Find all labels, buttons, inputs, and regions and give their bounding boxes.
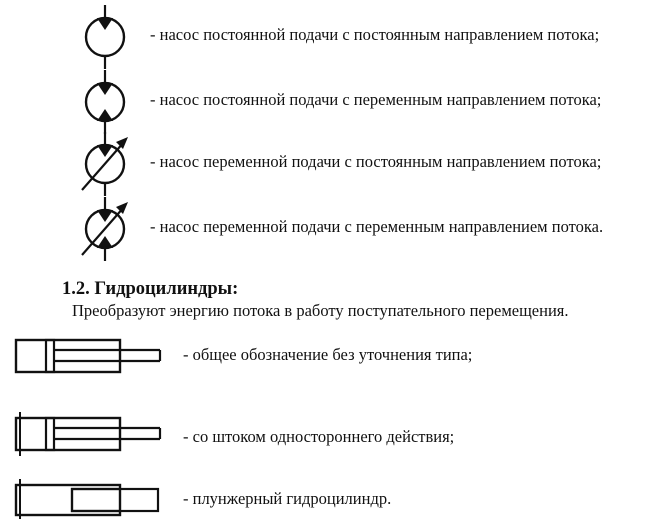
plunger-cylinder-icon: [14, 479, 164, 519]
cylinder-label: - со штоком одностороннего действия;: [183, 427, 455, 446]
section-title: 1.2. Гидроцилиндры:: [62, 279, 239, 299]
general-cylinder-icon: [14, 336, 164, 376]
single-acting-cylinder-icon: [14, 412, 164, 456]
variable-unidirectional-pump-icon: [80, 132, 130, 196]
pump-label: - насос переменной подачи с постоянным направлением потока;: [150, 152, 602, 171]
section-description: Преобразуют энергию потока в работу поступательного перемещения.: [72, 301, 569, 320]
pump-label: - насос постоянной подачи с постоянным направлением потока;: [150, 25, 600, 44]
cylinder-label: - общее обозначение без уточнения типа;: [183, 345, 473, 364]
fixed-bidirectional-pump-icon: [80, 70, 130, 134]
pump-label: - насос постоянной подачи с переменным направлением потока;: [150, 90, 602, 109]
cylinder-label: - плунжерный гидроцилиндр.: [183, 489, 392, 508]
variable-bidirectional-pump-icon: [80, 197, 130, 261]
fixed-unidirectional-pump-icon: [80, 5, 130, 69]
pump-label: - насос переменной подачи с переменным направлением потока.: [150, 217, 604, 236]
